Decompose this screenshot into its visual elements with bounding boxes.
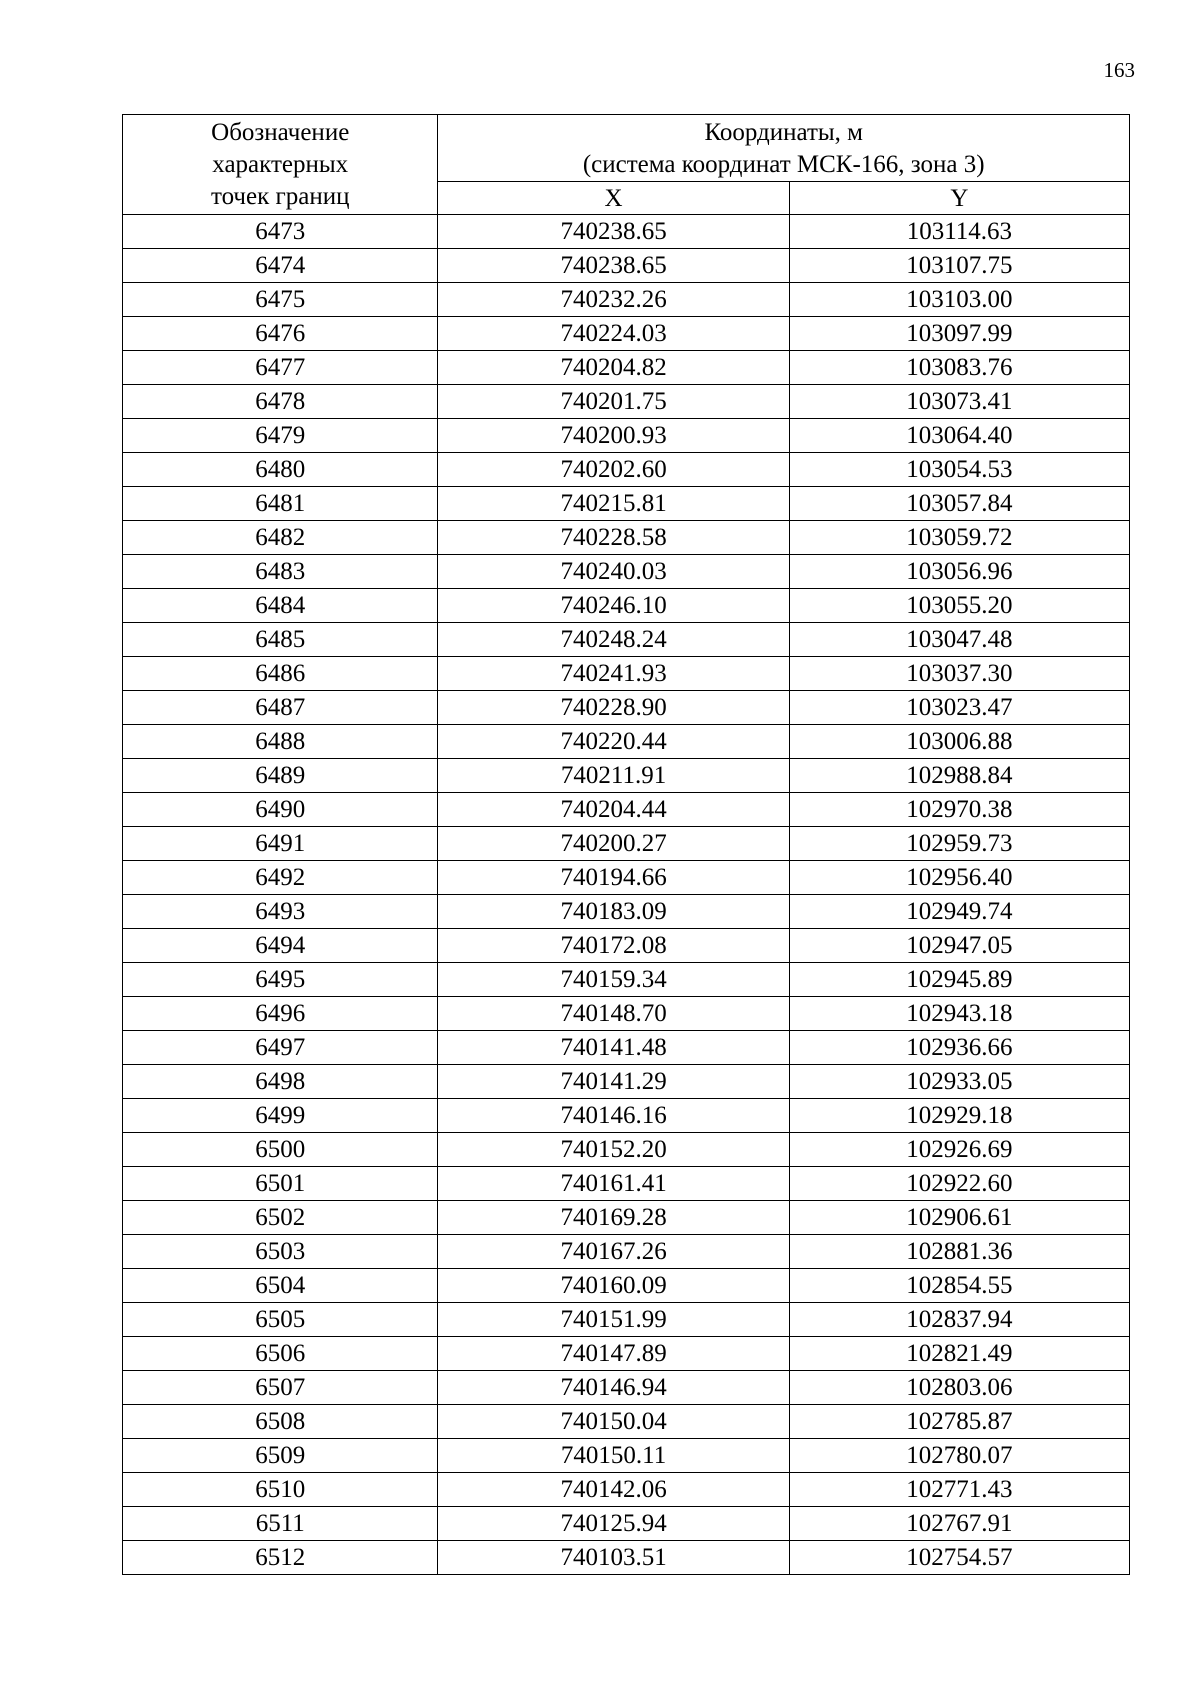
x-coordinate-cell: 740241.93 — [438, 657, 789, 691]
point-id-cell: 6479 — [123, 419, 438, 453]
table-row — [123, 249, 1130, 283]
header-coordinates-line-2: (система координат МСК-166, зона 3) — [582, 151, 985, 178]
point-id-cell: 6489 — [123, 759, 438, 793]
point-id-cell: 6495 — [123, 963, 438, 997]
table-row — [123, 1133, 1130, 1167]
y-coordinate-cell: 103097.99 — [789, 317, 1129, 351]
y-coordinate-cell: 102970.38 — [789, 793, 1129, 827]
table-row — [123, 283, 1130, 317]
x-coordinate-cell: 740183.09 — [438, 895, 789, 929]
point-id-cell: 6480 — [123, 453, 438, 487]
table-row — [123, 1507, 1130, 1541]
point-id-cell: 6486 — [123, 657, 438, 691]
point-id-cell: 6506 — [123, 1337, 438, 1371]
point-id-cell: 6508 — [123, 1405, 438, 1439]
header-point-designation — [123, 115, 438, 215]
y-coordinate-cell: 102947.05 — [789, 929, 1129, 963]
table-row — [123, 861, 1130, 895]
y-coordinate-cell: 102785.87 — [789, 1405, 1129, 1439]
table-row — [123, 589, 1130, 623]
y-coordinate-cell: 103064.40 — [789, 419, 1129, 453]
point-id-cell: 6476 — [123, 317, 438, 351]
x-coordinate-cell: 740152.20 — [438, 1133, 789, 1167]
y-coordinate-cell: 103057.84 — [789, 487, 1129, 521]
x-coordinate-cell: 740146.16 — [438, 1099, 789, 1133]
table-row — [123, 997, 1130, 1031]
y-coordinate-cell: 102837.94 — [789, 1303, 1129, 1337]
header-point-line-3: точек границ — [210, 183, 350, 210]
point-id-cell: 6488 — [123, 725, 438, 759]
header-coordinates-line-1: Координаты, м — [704, 119, 864, 146]
point-id-cell: 6496 — [123, 997, 438, 1031]
x-coordinate-cell: 740141.48 — [438, 1031, 789, 1065]
y-coordinate-cell: 102803.06 — [789, 1371, 1129, 1405]
table-row — [123, 317, 1130, 351]
header-y: Y — [789, 182, 1129, 215]
y-coordinate-cell: 103107.75 — [789, 249, 1129, 283]
table-row — [123, 419, 1130, 453]
table-row — [123, 827, 1130, 861]
header-point-line-2: характерных — [212, 151, 349, 178]
point-id-cell: 6493 — [123, 895, 438, 929]
y-coordinate-cell: 102854.55 — [789, 1269, 1129, 1303]
table-row — [123, 1031, 1130, 1065]
y-coordinate-cell: 102922.60 — [789, 1167, 1129, 1201]
table-row — [123, 1201, 1130, 1235]
table-row — [123, 793, 1130, 827]
point-id-cell: 6491 — [123, 827, 438, 861]
point-id-cell: 6485 — [123, 623, 438, 657]
y-coordinate-cell: 102906.61 — [789, 1201, 1129, 1235]
y-coordinate-cell: 103037.30 — [789, 657, 1129, 691]
table-row — [123, 1405, 1130, 1439]
y-coordinate-cell: 102881.36 — [789, 1235, 1129, 1269]
table-row — [123, 1303, 1130, 1337]
x-coordinate-cell: 740202.60 — [438, 453, 789, 487]
x-coordinate-cell: 740200.93 — [438, 419, 789, 453]
y-coordinate-cell: 102943.18 — [789, 997, 1129, 1031]
table-row — [123, 1099, 1130, 1133]
point-id-cell: 6473 — [123, 215, 438, 249]
table-row — [123, 963, 1130, 997]
table-row — [123, 555, 1130, 589]
point-id-cell: 6503 — [123, 1235, 438, 1269]
table-row — [123, 1167, 1130, 1201]
x-coordinate-cell: 740167.26 — [438, 1235, 789, 1269]
point-id-cell: 6482 — [123, 521, 438, 555]
point-id-cell: 6475 — [123, 283, 438, 317]
y-coordinate-cell: 102933.05 — [789, 1065, 1129, 1099]
header-coordinates — [438, 115, 1130, 182]
table-row — [123, 1473, 1130, 1507]
y-coordinate-cell: 102754.57 — [789, 1541, 1129, 1575]
y-coordinate-cell: 102959.73 — [789, 827, 1129, 861]
x-coordinate-cell: 740228.58 — [438, 521, 789, 555]
x-coordinate-cell: 740169.28 — [438, 1201, 789, 1235]
y-coordinate-cell: 103083.76 — [789, 351, 1129, 385]
x-coordinate-cell: 740246.10 — [438, 589, 789, 623]
x-coordinate-cell: 740232.26 — [438, 283, 789, 317]
point-id-cell: 6481 — [123, 487, 438, 521]
point-id-cell: 6499 — [123, 1099, 438, 1133]
x-coordinate-cell: 740146.94 — [438, 1371, 789, 1405]
point-id-cell: 6511 — [123, 1507, 438, 1541]
y-coordinate-cell: 103114.63 — [789, 215, 1129, 249]
table-row — [123, 385, 1130, 419]
table-row — [123, 725, 1130, 759]
y-coordinate-cell: 102767.91 — [789, 1507, 1129, 1541]
point-id-cell: 6512 — [123, 1541, 438, 1575]
table-row — [123, 1541, 1130, 1575]
table-row — [123, 929, 1130, 963]
table-row — [123, 1269, 1130, 1303]
header-point-line-1: Обозначение — [211, 119, 350, 146]
y-coordinate-cell: 102926.69 — [789, 1133, 1129, 1167]
x-coordinate-cell: 740211.91 — [438, 759, 789, 793]
table-row — [123, 351, 1130, 385]
x-coordinate-cell: 740228.90 — [438, 691, 789, 725]
x-coordinate-cell: 740201.75 — [438, 385, 789, 419]
table-row — [123, 487, 1130, 521]
point-id-cell: 6498 — [123, 1065, 438, 1099]
x-coordinate-cell: 740204.44 — [438, 793, 789, 827]
y-coordinate-cell: 102956.40 — [789, 861, 1129, 895]
point-id-cell: 6505 — [123, 1303, 438, 1337]
point-id-cell: 6487 — [123, 691, 438, 725]
x-coordinate-cell: 740159.34 — [438, 963, 789, 997]
table-row — [123, 215, 1130, 249]
point-id-cell: 6490 — [123, 793, 438, 827]
table-row — [123, 895, 1130, 929]
x-coordinate-cell: 740240.03 — [438, 555, 789, 589]
y-coordinate-cell: 103073.41 — [789, 385, 1129, 419]
x-coordinate-cell: 740248.24 — [438, 623, 789, 657]
x-coordinate-cell: 740148.70 — [438, 997, 789, 1031]
point-id-cell: 6509 — [123, 1439, 438, 1473]
x-coordinate-cell: 740194.66 — [438, 861, 789, 895]
table-row — [123, 623, 1130, 657]
table-row — [123, 1337, 1130, 1371]
table-row — [123, 1065, 1130, 1099]
y-coordinate-cell: 103056.96 — [789, 555, 1129, 589]
table-row — [123, 521, 1130, 555]
y-coordinate-cell: 103047.48 — [789, 623, 1129, 657]
point-id-cell: 6478 — [123, 385, 438, 419]
point-id-cell: 6492 — [123, 861, 438, 895]
x-coordinate-cell: 740161.41 — [438, 1167, 789, 1201]
point-id-cell: 6494 — [123, 929, 438, 963]
y-coordinate-cell: 102988.84 — [789, 759, 1129, 793]
y-coordinate-cell: 103054.53 — [789, 453, 1129, 487]
point-id-cell: 6477 — [123, 351, 438, 385]
point-id-cell: 6474 — [123, 249, 438, 283]
x-coordinate-cell: 740141.29 — [438, 1065, 789, 1099]
point-id-cell: 6483 — [123, 555, 438, 589]
table-row — [123, 691, 1130, 725]
point-id-cell: 6484 — [123, 589, 438, 623]
point-id-cell: 6500 — [123, 1133, 438, 1167]
x-coordinate-cell: 740150.04 — [438, 1405, 789, 1439]
y-coordinate-cell: 102771.43 — [789, 1473, 1129, 1507]
y-coordinate-cell: 102929.18 — [789, 1099, 1129, 1133]
y-coordinate-cell: 103059.72 — [789, 521, 1129, 555]
point-id-cell: 6501 — [123, 1167, 438, 1201]
x-coordinate-cell: 740172.08 — [438, 929, 789, 963]
table-body — [123, 215, 1130, 1575]
point-id-cell: 6510 — [123, 1473, 438, 1507]
point-id-cell: 6502 — [123, 1201, 438, 1235]
x-coordinate-cell: 740204.82 — [438, 351, 789, 385]
x-coordinate-cell: 740238.65 — [438, 215, 789, 249]
y-coordinate-cell: 103103.00 — [789, 283, 1129, 317]
page-number: 163 — [1103, 58, 1135, 82]
y-coordinate-cell: 102949.74 — [789, 895, 1129, 929]
coordinates-table — [122, 114, 1130, 1575]
point-id-cell: 6507 — [123, 1371, 438, 1405]
x-coordinate-cell: 740238.65 — [438, 249, 789, 283]
point-id-cell: 6504 — [123, 1269, 438, 1303]
x-coordinate-cell: 740224.03 — [438, 317, 789, 351]
y-coordinate-cell: 102780.07 — [789, 1439, 1129, 1473]
table-row — [123, 1371, 1130, 1405]
table-row — [123, 759, 1130, 793]
x-coordinate-cell: 740150.11 — [438, 1439, 789, 1473]
y-coordinate-cell: 102936.66 — [789, 1031, 1129, 1065]
x-coordinate-cell: 740220.44 — [438, 725, 789, 759]
point-id-cell: 6497 — [123, 1031, 438, 1065]
table-row — [123, 1235, 1130, 1269]
y-coordinate-cell: 103055.20 — [789, 589, 1129, 623]
y-coordinate-cell: 102821.49 — [789, 1337, 1129, 1371]
table-header — [123, 115, 1130, 215]
y-coordinate-cell: 103006.88 — [789, 725, 1129, 759]
table-row — [123, 453, 1130, 487]
y-coordinate-cell: 102945.89 — [789, 963, 1129, 997]
x-coordinate-cell: 740200.27 — [438, 827, 789, 861]
x-coordinate-cell: 740142.06 — [438, 1473, 789, 1507]
table-row — [123, 657, 1130, 691]
x-coordinate-cell: 740103.51 — [438, 1541, 789, 1575]
x-coordinate-cell: 740151.99 — [438, 1303, 789, 1337]
header-x: X — [438, 182, 789, 215]
table-row — [123, 1439, 1130, 1473]
y-coordinate-cell: 103023.47 — [789, 691, 1129, 725]
x-coordinate-cell: 740215.81 — [438, 487, 789, 521]
x-coordinate-cell: 740160.09 — [438, 1269, 789, 1303]
x-coordinate-cell: 740147.89 — [438, 1337, 789, 1371]
x-coordinate-cell: 740125.94 — [438, 1507, 789, 1541]
